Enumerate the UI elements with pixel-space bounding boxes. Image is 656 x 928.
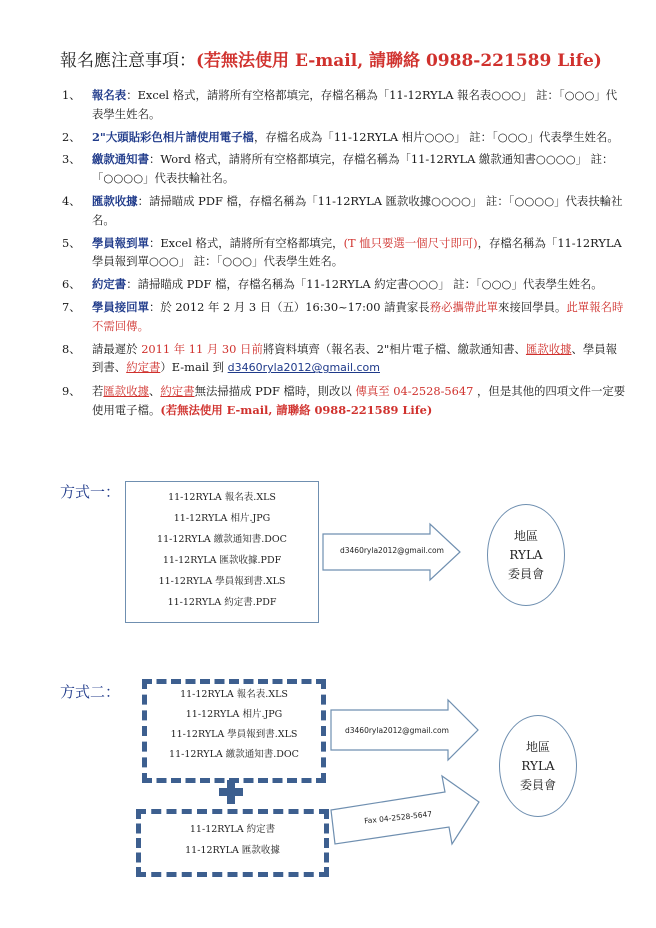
text-segment: ，但是其他的四項文件一定要使用電子檔。 (92, 384, 626, 417)
text-segment: ）E-mail 到 (160, 360, 228, 375)
text-segment: 請最遲於 (92, 341, 142, 356)
instruction-text (92, 192, 628, 230)
file-name: 11-12RYLA 約定書 (189, 824, 276, 835)
text-segment: 約定書 (160, 384, 195, 399)
file-name: 11-12RYLA 相片.JPG (185, 709, 283, 720)
instruction-number: 9、 (62, 384, 81, 399)
text-segment: 匯款收據 (525, 341, 572, 356)
text-segment: 2"大頭貼彩色相片請使用電子檔 (92, 129, 254, 144)
instruction-text (92, 128, 628, 147)
method1-target-ellipse (487, 504, 565, 606)
file-name: 11-12RYLA 學員報到書.XLS (158, 576, 286, 587)
text-segment: 2011 年 11 月 30 日前 (141, 341, 263, 356)
instruction-item (62, 298, 628, 336)
text-segment: (若無法使用 E-mail, 請聯絡 0988-221589 Life) (160, 402, 433, 417)
text-segment: ：Excel 格式，請將所有空格都填完， (148, 235, 344, 250)
instruction-text (92, 234, 628, 272)
instruction-item (62, 128, 628, 147)
instruction-item (62, 150, 628, 188)
text-segment: 報名表 (92, 88, 127, 102)
instruction-text (92, 298, 628, 336)
file-name: 11-12RYLA 報名表.XLS (180, 689, 288, 700)
text-segment: ：Word 格式，請將所有空格都填完，存檔名稱為「11-12RYLA 繳款通知書○○○○」 註：「○○○○」代表扶輪社名。 (92, 152, 614, 186)
file-name: 11-12RYLA 報名表.XLS (168, 492, 276, 503)
instruction-number: 6、 (62, 277, 81, 292)
method2-top-file-list (147, 685, 321, 765)
text-segment: 傳真至 04-2528-5647 (355, 384, 474, 399)
text-segment: 此單報名時不需回傳。 (92, 299, 624, 333)
instruction-number: 4、 (62, 193, 81, 208)
plus-icon (218, 779, 244, 805)
page-title (60, 46, 602, 71)
file-name: 11-12RYLA 學員報到書.XLS (170, 729, 298, 740)
method1-file-list (125, 487, 319, 613)
target-label: 地區 (513, 528, 538, 543)
target-label: RYLA (509, 547, 543, 562)
text-segment: 學員接回單 (92, 299, 149, 314)
text-segment: ：請掃瞄成 PDF 檔，存檔名稱為「11-12RYLA 約定書○○○」 註：「○○○」代表學生姓名。 (126, 277, 603, 292)
method2-arrow-fax: Fax 04-2528-5647 (363, 809, 433, 826)
instruction-item (62, 192, 628, 230)
text-segment: ，存檔名稱為「11-12RYLA 學員報到單○○○」 註：「○○○」代表學生姓名。 (92, 235, 622, 269)
instruction-number: 8、 (62, 341, 81, 356)
text-segment: ：於 2012 年 2 月 3 日（五）16:30~17:00 請貴家長 (148, 299, 430, 314)
instruction-number: 3、 (62, 152, 81, 167)
text-segment: 繳款通知書 (92, 152, 149, 167)
instruction-number: 7、 (62, 299, 81, 314)
target-label: RYLA (521, 758, 555, 773)
instruction-item (62, 340, 628, 379)
instruction-text (92, 340, 628, 379)
text-segment: 約定書 (126, 360, 161, 375)
text-segment: 將資料填齊（報名表、2"相片電子檔、繳款通知書、 (262, 341, 526, 356)
instruction-list (62, 86, 628, 424)
instruction-item (62, 382, 628, 420)
instruction-number: 1、 (62, 88, 81, 102)
instruction-text (92, 275, 628, 294)
text-segment: 匯款收據 (92, 193, 138, 208)
text-segment: 若 (92, 384, 104, 399)
text-segment: 、學員報到書、 (92, 341, 618, 375)
instruction-text (92, 150, 628, 188)
instruction-text (92, 382, 628, 420)
target-label: 委員會 (519, 777, 556, 792)
method1-label: 方式一： (60, 483, 121, 501)
method2-bottom-file-list (141, 819, 324, 861)
instruction-item (62, 275, 628, 294)
method2-label: 方式二： (60, 683, 121, 701)
file-name: 11-12RYLA 相片.JPG (173, 513, 271, 524)
text-segment: 、 (148, 384, 161, 399)
title-prefix: 報名應注意事項： (60, 51, 196, 71)
file-name: 11-12RYLA 匯款收據 (185, 845, 280, 856)
file-name: 11-12RYLA 繳款通知書.DOC (169, 749, 299, 760)
instruction-number: 2、 (62, 129, 81, 144)
file-name: 11-12RYLA 匯款收據.PDF (162, 555, 282, 566)
instruction-item (62, 86, 628, 124)
text-segment: ，存檔名成為「11-12RYLA 相片○○○」 註：「○○○」代表學生姓名。 (253, 129, 619, 144)
instruction-item (62, 234, 628, 272)
text-segment: 來接回學員。 (498, 299, 567, 314)
method2-target-ellipse (499, 715, 577, 817)
email-link[interactable]: d3460ryla2012@gmail.com (227, 361, 380, 375)
instruction-number: 5、 (62, 235, 81, 250)
text-segment: 匯款收據 (103, 384, 149, 399)
method1-arrow-email: d3460ryla2012@gmail.com (340, 546, 444, 555)
text-segment: ：Excel 格式，請將所有空格都填完，存檔名稱為「11-12RYLA 報名表○○○」 註：「○○○」代表學生姓名。 (92, 88, 618, 121)
text-segment: (T 恤只要選一個尺寸即可) (343, 235, 478, 250)
target-label: 委員會 (507, 566, 544, 581)
target-label: 地區 (525, 739, 550, 754)
instruction-text (92, 86, 628, 124)
method2-arrow-email: d3460ryla2012@gmail.com (345, 726, 449, 735)
text-segment: 學員報到單 (92, 235, 149, 250)
text-segment: 務必攜帶此單 (429, 299, 499, 314)
text-segment: ：請掃瞄成 PDF 檔，存檔名稱為「11-12RYLA 匯款收據○○○○」 註：「○○○○」代表扶輪社名。 (92, 193, 623, 227)
file-name: 11-12RYLA 約定書.PDF (167, 597, 277, 608)
text-segment: 約定書 (92, 277, 127, 292)
file-name: 11-12RYLA 繳款通知書.DOC (157, 534, 287, 545)
title-contact-note: (若無法使用 E-mail, 請聯絡 0988-221589 Life) (196, 51, 602, 71)
text-segment: 無法掃描成 PDF 檔時，則改以 (194, 384, 356, 399)
